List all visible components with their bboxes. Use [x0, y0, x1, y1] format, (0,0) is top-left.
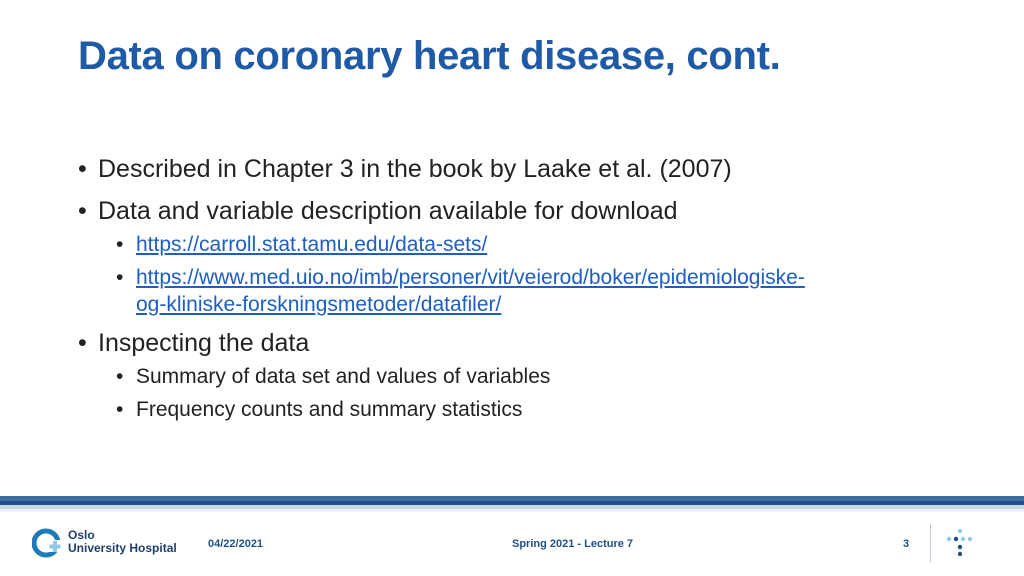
bullet-dot-icon: • — [78, 197, 87, 225]
sub-bullet-dot-icon: • — [116, 398, 124, 421]
logo-text — [68, 529, 177, 555]
bullet-item — [78, 328, 978, 359]
sub-bullet-item — [78, 231, 978, 258]
footer-date: 04/22/2021 — [208, 538, 264, 550]
page-number: 3 — [903, 538, 910, 550]
bullet-text: Data and variable description available for download — [98, 197, 678, 225]
sub-bullet-item — [78, 396, 978, 423]
footer-divider — [930, 524, 931, 562]
bullet-item — [78, 196, 978, 227]
bullet-dot-icon: • — [78, 329, 87, 357]
logo-line2: University Hospital — [68, 541, 177, 555]
download-link-tamu[interactable]: https://carroll.stat.tamu.edu/data-sets/ — [136, 233, 488, 256]
sub-bullet-dot-icon: • — [116, 233, 124, 256]
logo-line1: Oslo — [68, 528, 95, 542]
oslo-university-hospital-logo — [32, 528, 182, 560]
footer-band-fade — [0, 509, 1024, 512]
bullet-dot-icon: • — [78, 155, 87, 183]
download-link-uio[interactable] — [136, 266, 805, 316]
bullet-text: Described in Chapter 3 in the book by Laake et al. (2007) — [98, 155, 732, 183]
sub-bullet-text: Summary of data set and values of variables — [136, 365, 551, 388]
bullet-text: Inspecting the data — [98, 329, 310, 357]
slide-title: Data on coronary heart disease, cont. — [78, 34, 781, 78]
download-link-uio-line1[interactable]: https://www.med.uio.no/imb/personer/vit/veierod/boker/epidemiologiske- — [136, 266, 805, 289]
slide-body — [78, 154, 978, 429]
sub-bullet-item — [78, 264, 978, 318]
dot-pattern-icon — [944, 528, 972, 556]
download-link-uio-line2[interactable]: og-kliniske-forskningsmetoder/datafiler/ — [136, 293, 502, 316]
sub-bullet-text: Frequency counts and summary statistics — [136, 398, 523, 421]
footer-lecture-label: Spring 2021 - Lecture 7 — [512, 538, 634, 550]
bullet-item — [78, 154, 978, 185]
logo-mark-icon — [32, 528, 62, 558]
sub-bullet-dot-icon: • — [116, 365, 124, 388]
sub-bullet-item — [78, 363, 978, 390]
sub-bullet-dot-icon: • — [116, 266, 124, 289]
